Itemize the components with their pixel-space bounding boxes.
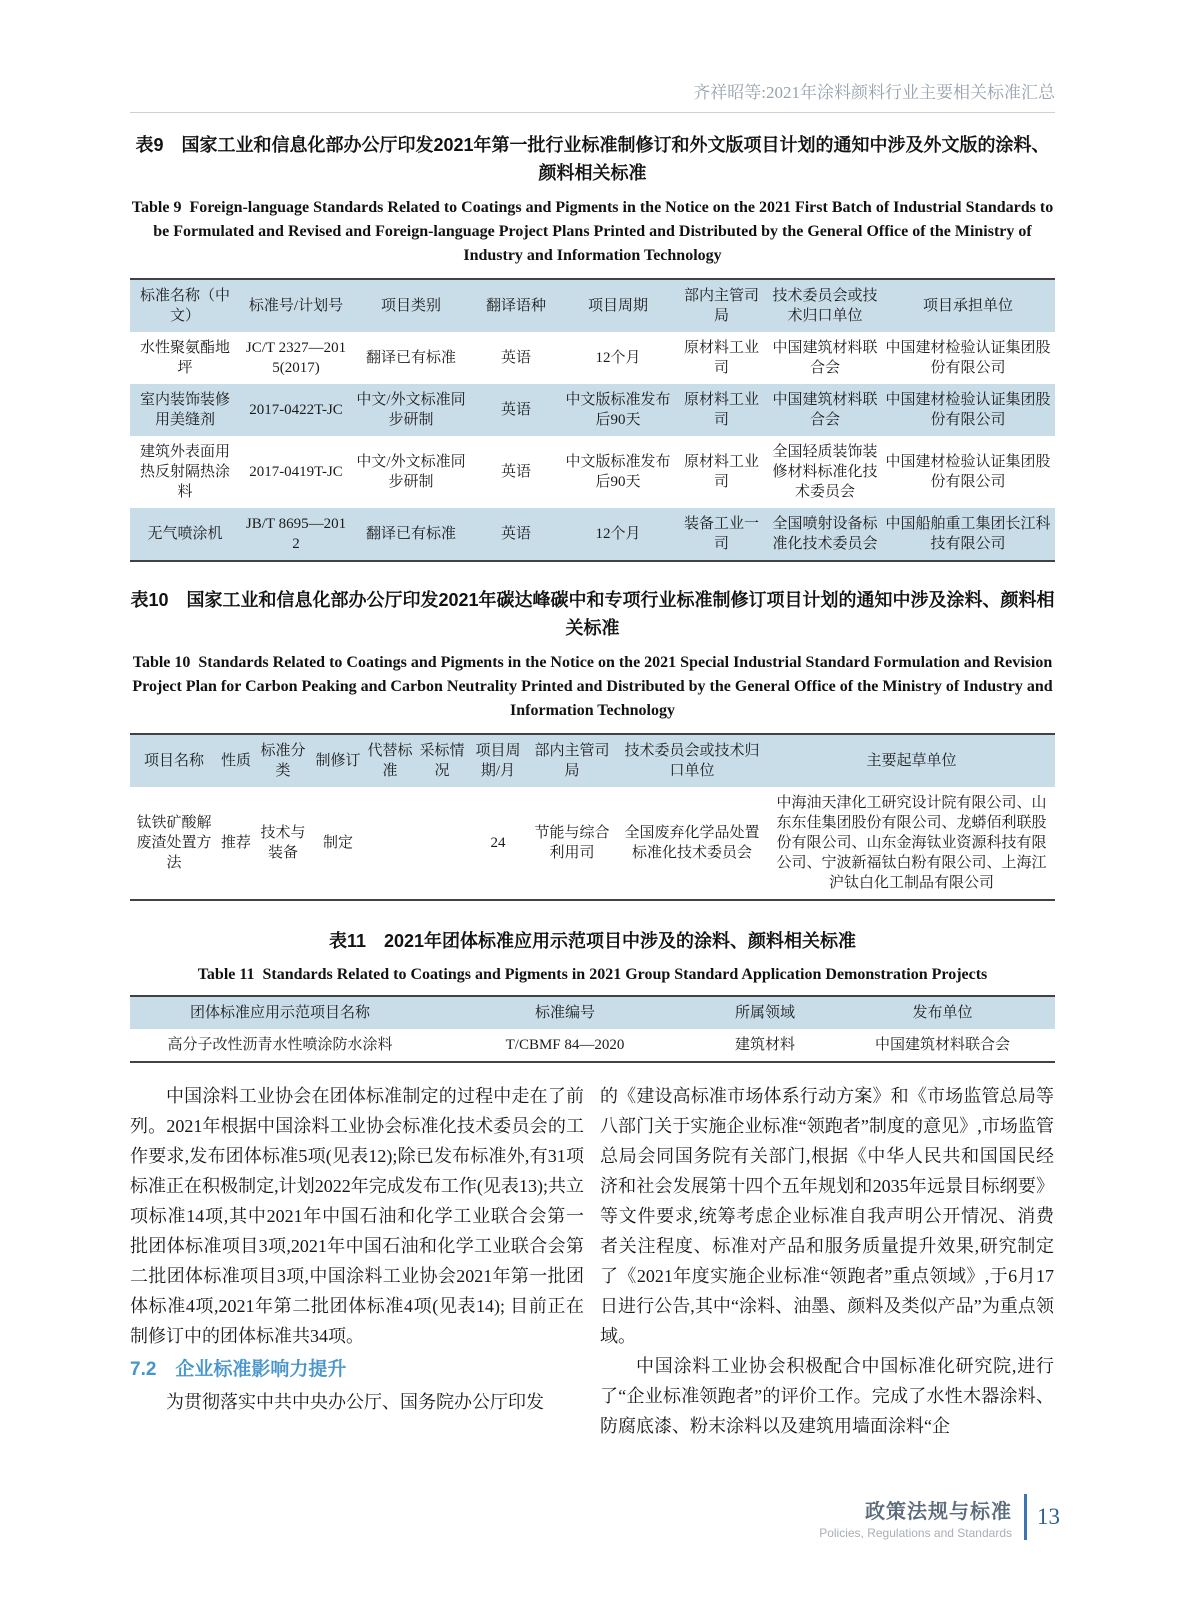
table-cell: 中国建筑材料联合会 [874, 1037, 1010, 1053]
table9-caption-en: Table 9 Foreign-language Standards Related to Coatings and Pigments in the Notice on the 2021 First Batch of Industrial Standards to be Formulated and Revised and Foreign-language Project Plans Printed and Distributed by the General Office of the Ministry of Industry and Information Technology [131, 199, 1054, 264]
column-header: 制修订 [315, 753, 361, 769]
column-header: 项目承担单位 [922, 298, 1013, 314]
table-cell: 原材料工业司 [683, 392, 759, 428]
table10 [130, 733, 1055, 901]
column-header: 发布单位 [912, 1005, 973, 1021]
column-header: 代替标准 [367, 743, 413, 779]
table-cell: 水性聚氨酯地坪 [139, 340, 230, 376]
table-cell: 中国建材检验认证集团股份有限公司 [885, 340, 1051, 376]
table-row [130, 384, 1055, 436]
table11 [130, 995, 1055, 1063]
table-cell: 中国建材检验认证集团股份有限公司 [885, 454, 1051, 490]
table-row [130, 1029, 1055, 1062]
table-cell: 全国轻质装饰装修材料标准化技术委员会 [772, 444, 878, 500]
body-left-column [130, 1081, 584, 1441]
table-cell: 技术与装备 [260, 825, 306, 861]
table-header-row [130, 996, 1055, 1029]
column-header: 标准名称（中文） [139, 288, 230, 324]
paragraph: 为贯彻落实中共中央办公厅、国务院办公厅印发 [166, 1392, 544, 1412]
table-cell: 中国船舶重工集团长江科技有限公司 [885, 516, 1051, 552]
table-cell: JC/T 2327—2015(2017) [245, 340, 347, 376]
footer-section-title [819, 1495, 1012, 1540]
table-cell: 中文版标准发布后90天 [565, 454, 671, 490]
column-header: 标准分类 [260, 743, 306, 779]
column-header: 所属领域 [734, 1005, 795, 1021]
table-cell: 中海油天津化工研究设计院有限公司、山东东佳集团股份有限公司、龙蟒佰利联股份有限公司、山东金海钛业资源科技有限公司、宁波新福钛白粉有限公司、上海江沪钛白化工制品有限公司 [776, 795, 1047, 891]
column-header: 技术委员会或技术归口单位 [624, 743, 760, 779]
table-cell: 原材料工业司 [683, 454, 759, 490]
column-header: 性质 [221, 753, 252, 769]
column-header: 项目周期 [587, 298, 648, 314]
table-row [130, 787, 1055, 900]
table-cell: 中国建材检验认证集团股份有限公司 [885, 392, 1051, 428]
table-cell: 原材料工业司 [683, 340, 759, 376]
column-header: 部内主管司局 [534, 743, 610, 779]
paragraph: 中国涂料工业协会积极配合中国标准化研究院,进行了“企业标准领跑者”的评价工作。完成了水性木器涂料、防腐底漆、粉末涂料以及建筑用墙面涂料“企 [600, 1356, 1054, 1436]
paragraph: 中国涂料工业协会在团体标准制定的过程中走在了前列。2021年根据中国涂料工业协会标准化技术委员会的工作要求,发布团体标准5项(见表12);除已发布标准外,有31项标准正在积极制定,计划2022年完成发布工作(见表13);共立项标准14项,其中2021年中国石油和化学工业联合会第一批团体标准项目3项,2021年中国石油和化学工业联合会第二批团体标准项目3项,中国涂料工业协会2021年第一批团体标准4项,2021年第二批团体标准4项(见表14); 目前正在制修订中的团体标准共34项。 [130, 1086, 584, 1346]
table-row [130, 332, 1055, 384]
table10-caption-zh: 表10 国家工业和信息化部办公厅印发2021年碳达峰碳中和专项行业标准制修订项目计划的通知中涉及涂料、颜料相关标准 [130, 590, 1055, 638]
table-cell: 英语 [500, 402, 531, 418]
table-row [130, 436, 1055, 508]
table11-caption-zh: 表11 2021年团体标准应用示范项目中涉及的涂料、颜料相关标准 [328, 931, 857, 951]
footer-section-title-en: Policies, Regulations and Standards [819, 1525, 1012, 1540]
column-header: 标准编号 [534, 1005, 595, 1021]
table-cell: 装备工业一司 [683, 516, 759, 552]
table-cell: T/CBMF 84—2020 [505, 1037, 625, 1053]
column-header: 标准号/计划号 [248, 298, 344, 314]
table9 [130, 278, 1055, 562]
column-header: 部内主管司局 [683, 288, 759, 324]
table-cell: 全国废弃化学品处置标准化技术委员会 [624, 825, 760, 861]
table-cell: 翻译已有标准 [365, 350, 456, 366]
column-header: 翻译语种 [485, 298, 546, 314]
column-header: 主要起草单位 [866, 753, 957, 769]
table-cell: 中文/外文标准同步研制 [356, 392, 466, 428]
table-cell: 2017-0419T-JC [249, 464, 343, 480]
table-cell: JB/T 8695—2012 [245, 516, 347, 552]
body-right-column [600, 1081, 1054, 1441]
table9-caption-zh: 表9 国家工业和信息化部办公厅印发2021年第一批行业标准制修订和外文版项目计划的通知中涉及外文版的涂料、颜料相关标准 [135, 135, 1050, 183]
table-cell [416, 787, 468, 900]
table-header-row [130, 279, 1055, 332]
column-header: 技术委员会或技术归口单位 [772, 288, 878, 324]
column-header: 项目名称 [143, 753, 204, 769]
page-footer [819, 1494, 1060, 1540]
table-cell: 全国喷射设备标准化技术委员会 [772, 516, 878, 552]
table-cell: 中国建筑材料联合会 [772, 340, 878, 376]
table-cell: 制定 [322, 835, 353, 851]
table-header-row [130, 734, 1055, 787]
table-cell: 2017-0422T-JC [249, 402, 343, 418]
table-cell [364, 787, 416, 900]
section-heading-7-2: 7.2 企业标准影响力提升 [130, 1359, 347, 1380]
table10-caption-en: Table 10 Standards Related to Coatings and Pigments in the Notice on the 2021 Special Industrial Standard Formulation and Revision Project Plan for Carbon Peaking and Carbon Neutrality Printed and Distributed by the General Office of the Ministry of Industry and Information Technology [132, 654, 1053, 719]
table-cell: 中文/外文标准同步研制 [356, 454, 466, 490]
table-cell: 建筑材料 [734, 1037, 795, 1053]
body-text [130, 1081, 1055, 1441]
table-cell: 英语 [500, 464, 531, 480]
table-cell: 英语 [500, 350, 531, 366]
table-cell: 建筑外表面用热反射隔热涂料 [139, 444, 230, 500]
table-cell: 无气喷涂机 [147, 526, 223, 542]
footer-section-title-zh: 政策法规与标准 [865, 1500, 1012, 1523]
table-row [130, 508, 1055, 561]
table-cell: 中国建筑材料联合会 [772, 392, 878, 428]
column-header: 采标情况 [419, 743, 465, 779]
table-cell: 高分子改性沥青水性喷涂防水涂料 [167, 1037, 393, 1053]
paragraph: 的《建设高标准市场体系行动方案》和《市场监管总局等八部门关于实施企业标准“领跑者”制度的意见》,市场监管总局会同国务院有关部门,根据《中华人民共和国国民经济和社会发展第十四个五年规划和2035年远景目标纲要》等文件要求,统筹考虑企业标准自我声明公开情况、消费者关注程度、标准对产品和服务质量提升效果,研究制定了《2021年度实施企业标准“领跑者”重点领域》,于6月17日进行公告,其中“涂料、油墨、颜料及类似产品”为重点领域。 [600, 1086, 1054, 1346]
column-header: 团体标准应用示范项目名称 [189, 1005, 370, 1021]
table-cell: 中文版标准发布后90天 [565, 392, 671, 428]
page-number: 13 [1037, 1504, 1060, 1529]
table-cell: 节能与综合利用司 [534, 825, 610, 861]
running-header: 齐祥昭等:2021年涂料颜料行业主要相关标准汇总 [130, 78, 1055, 113]
table-cell: 推荐 [221, 835, 252, 851]
table-cell: 钛铁矿酸解废渣处置方法 [136, 815, 212, 871]
table-cell: 翻译已有标准 [365, 526, 456, 542]
table-cell: 24 [490, 835, 506, 851]
table-cell: 英语 [500, 526, 531, 542]
table-cell: 室内装饰装修用美缝剂 [139, 392, 230, 428]
table-cell: 12个月 [595, 526, 641, 542]
footer-divider [1024, 1494, 1027, 1540]
table-cell: 12个月 [595, 350, 641, 366]
column-header: 项目周期/月 [475, 743, 521, 779]
table11-caption-en: Table 11 Standards Related to Coatings and Pigments in 2021 Group Standard Application Demonstration Projects [197, 966, 988, 983]
column-header: 项目类别 [380, 298, 441, 314]
